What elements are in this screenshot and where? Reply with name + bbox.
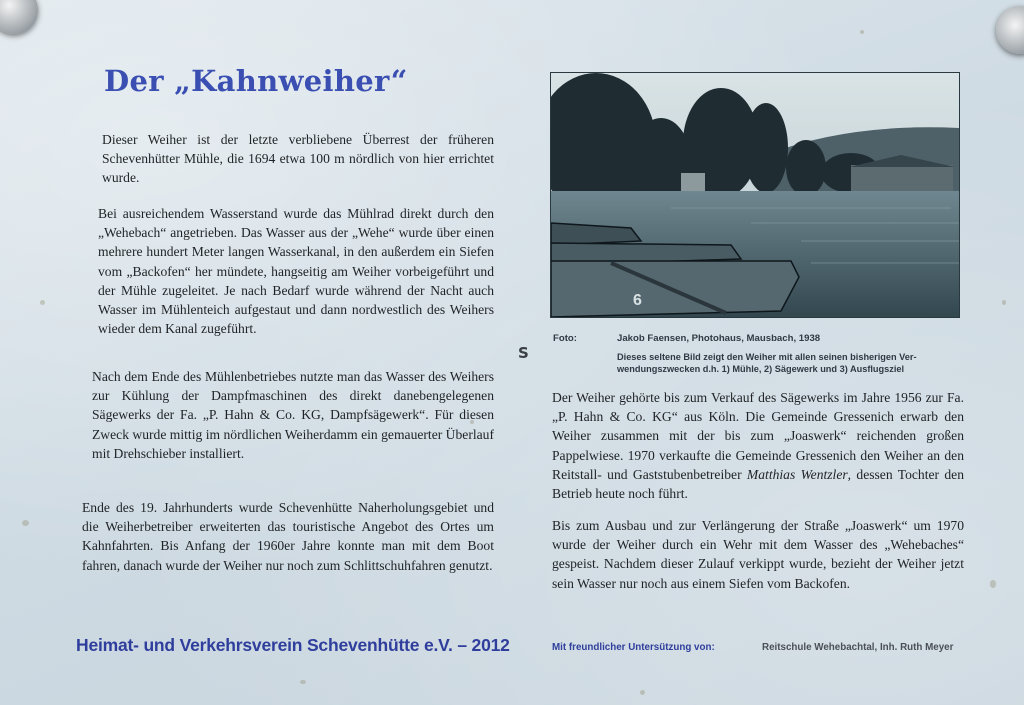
paragraph-sawmill: Nach dem Ende des Mühlenbetriebes nutzte man das Wasser des Weihers zur Kühlung der Dampfmaschinen des direkt danebengelegenen Sägewerks der Fa. „P. Hahn & Co. KG, Dampfsägewerk“. Für diesen Zweck wurde mittig im nördlichen Weiherdamm ein gemauerter Überlauf mit Drehschieber installiert.	[92, 369, 494, 461]
paragraph-water-source: Bis zum Ausbau und zur Verlängerung der Straße „Joaswerk“ um 1970 wurde der Weiher durch ein Wehr mit dem Wasser des „Wehebaches“ gespeist. Nachdem dieser Zulauf verkippt wurde, bezieht der Weiher jetzt sein Wasser nur noch aus einem Siefen vom Backofen.	[552, 518, 964, 591]
support-label: Mit freundlicher Untersützung von:	[552, 642, 715, 653]
ownership-text: Der Weiher gehörte bis zum Verkauf des Sägewerks im Jahre 1956 zur Fa. „P. Hahn & Co. KG“ aus Köln. Die Gemeinde Gressenich erwarb den Weiher zusammen mit der bis zum „Joaswerk“ reichenden großen Pappelwiese. 1970 verkaufte die Gemeinde Gressenich den Weiher an den Reitstall- und Gaststubenbetreiber	[552, 390, 964, 482]
historic-photo	[551, 73, 959, 317]
photo-credit-label: Foto:	[553, 333, 577, 344]
rust-speck	[990, 580, 996, 588]
photo-caption-line-1: Dieses seltene Bild zeigt den Weiher mit allen seinen bisherigen Ver-	[617, 352, 917, 362]
paragraph-water-supply: Bei ausreichendem Wasserstand wurde das Mühlrad direkt durch den „Wehebach“ angetrieben. Das Wasser aus der „Wehe“ wurde über einen mehrere hundert Meter langen Wasserkanal, in den außerdem ein Siefen vom „Backofen“ her mündete, hangseitig am Weiher vorbeigeführt und der Mühle zugeleitet. Je nach Bedarf wurde während der Nacht auch Wasser im Mühlenteich aufgestaut und dann nordwestlich des Weihers wieder dem Kanal zugeführt.	[98, 206, 494, 337]
paragraph-mill-history: Dieser Weiher ist der letzte verbliebene Überrest der früheren Schevenhütter Mühle, die 1694 etwa 100 m nördlich von hier errichtet wurde.	[102, 132, 494, 186]
section-mark: S	[518, 344, 529, 362]
association-footer: Heimat- und Verkehrsverein Schevenhütte e.V. – 2012	[76, 635, 510, 655]
owner-name: Matthias Wentzler	[746, 466, 848, 482]
rust-speck	[22, 520, 29, 526]
ownership-text-end: , dessen Tochter den Betrieb heute noch führt.	[552, 466, 964, 502]
rust-speck	[640, 690, 645, 695]
sign-title: Der „Kahnweiher“	[104, 64, 408, 98]
rust-speck	[40, 300, 45, 305]
boat-number: 6	[633, 292, 642, 309]
rust-speck	[300, 680, 306, 684]
sponsor-name: Reitschule Wehebachtal, Inh. Ruth Meyer	[762, 642, 954, 653]
rust-speck	[860, 30, 864, 34]
photo-credit-text: Jakob Faensen, Photohaus, Mausbach, 1938	[617, 333, 821, 344]
paragraph-boating: Ende des 19. Jahrhunderts wurde Schevenhütte Naherholungsgebiet und die Weiherbetreiber erweiterten das touristische Angebot des Ortes um Kahnfahrten. Bis Anfang der 1960er Jahre konnte man mit dem Boot fahren, danach wurde der Weiher nur noch zum Schlittschuhfahren genutzt.	[82, 500, 494, 573]
mounting-bolt-top-left	[0, 0, 38, 34]
paragraph-ownership	[552, 388, 964, 503]
mounting-bolt-top-right	[996, 6, 1024, 54]
photo-caption-line-2: wendungszwecken d.h. 1) Mühle, 2) Sägewerk und 3) Ausflugsziel	[617, 364, 905, 374]
rust-speck	[1002, 300, 1006, 305]
